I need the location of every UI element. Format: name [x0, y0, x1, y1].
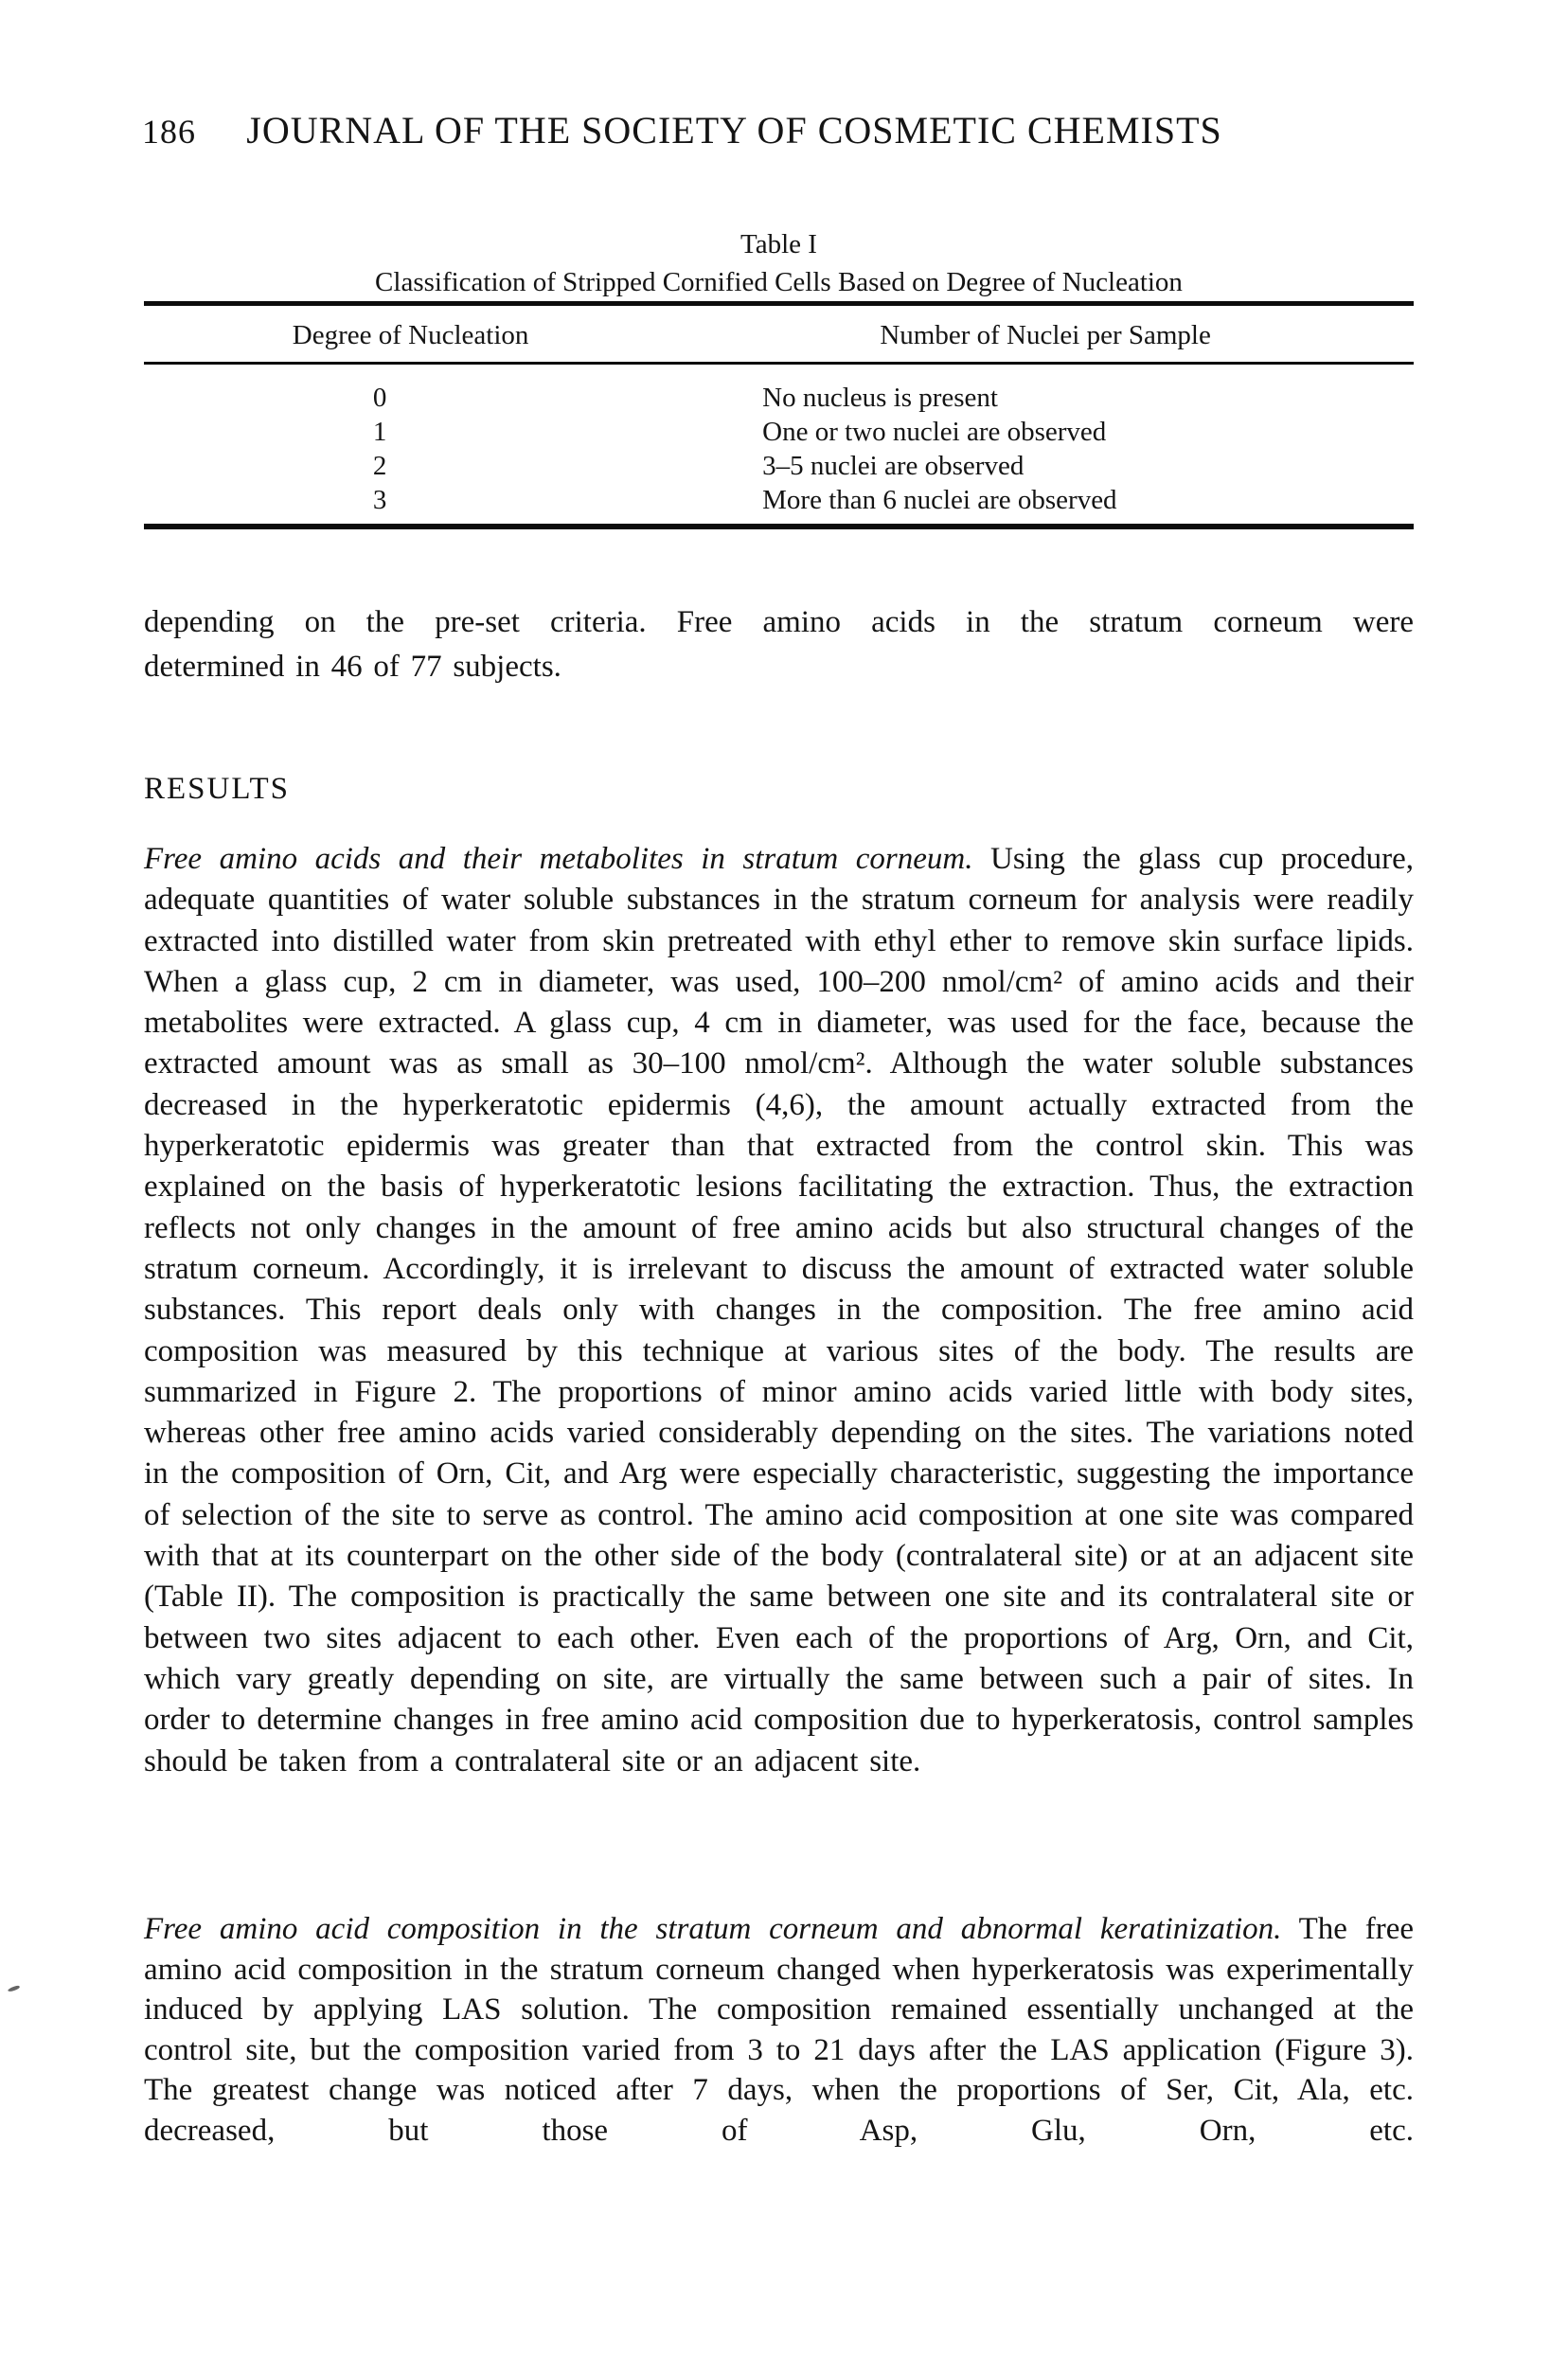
- table-body: [144, 381, 1414, 517]
- page-header: [0, 109, 1568, 154]
- table-caption-subtitle: Classification of Stripped Cornified Cells Based on Degree of Nucleation: [375, 267, 1183, 297]
- degree-cell: 2: [372, 451, 387, 481]
- column-header-number: Number of Nuclei per Sample: [880, 320, 1211, 350]
- table-header-row: [144, 317, 1414, 353]
- description-cell: No nucleus is present: [762, 383, 998, 413]
- paragraph-2-text: The free amino acid composition in the stratum corneum changed when hyperkeratosis was experimentally induced by applying LAS solution. The composition remained essentially unchanged at the control site, but the composition varied from 3 to 21 days after the LAS application (Figure 3). The greatest change was noticed after 7 days, when the proportions of Ser, Cit, Ala, etc. decreased, but those of Asp, Glu, Orn, etc.: [144, 1912, 1414, 2148]
- paragraph-2-italic-lead: Free amino acid composition in the stratum corneum and abnormal keratinization.: [144, 1912, 1282, 1946]
- degree-cell: 0: [372, 383, 387, 413]
- table-bottom-rule: [144, 524, 1414, 529]
- degree-cell: 3: [372, 485, 387, 515]
- results-paragraph-1: [144, 839, 1414, 1782]
- description-cell: 3–5 nuclei are observed: [762, 451, 1025, 481]
- table-header-rule: [144, 362, 1414, 365]
- scan-artifact: [8, 1985, 21, 1992]
- paragraph-1-italic-lead: Free amino acids and their metabolites in stratum corneum.: [144, 842, 973, 876]
- table-top-rule: [144, 301, 1414, 306]
- page-number: 186: [142, 113, 196, 151]
- column-header-degree: Degree of Nucleation: [292, 320, 529, 350]
- table-row: [144, 381, 1414, 415]
- table-caption-title: Table I: [740, 229, 817, 259]
- results-heading: RESULTS: [144, 772, 290, 806]
- paragraph-1-text: Using the glass cup procedure, adequate quantities of water soluble substances in the stratum corneum for analysis were readily extracted into distilled water from skin pretreated with ethyl ether to remove skin surface lipids. When a glass cup, 2 cm in diameter, was used, 100–200 nmol/cm² of amino acids and their metabolites were extracted. A glass cup, 4 cm in diameter, was used for the face, because the extracted amount was as small as 30–100 nmol/cm². Although the water soluble substances decreased in the hyperkeratotic epidermis (4,6), the amount actually extracted from the hyperkeratotic epidermis was greater than that extracted from the control skin. This was explained on the basis of hyperkeratotic lesions facilitating the extraction. Thus, the extraction reflects not only changes in the amount of free amino acids but also structural changes of the stratum corneum. Accordingly, it is irrelevant to discuss the amount of extracted water soluble substances. This report deals only with changes in the composition. The free amino acid composition was measured by this technique at various sites of the body. The results are summarized in Figure 2. The proportions of minor amino acids varied little with body sites, whereas other free amino acids varied considerably depending on the sites. The variations noted in the composition of Orn, Cit, and Arg were especially characteristic, suggesting the importance of selection of the site to serve as control. The amino acid composition at one site was compared with that at its counterpart on the other side of the body (contralateral site) or at an adjacent site (Table II). The composition is practically the same between one site and its contralateral site or between two sites adjacent to each other. Even each of the proportions of Arg, Orn, and Cit, which vary greatly depending on site, are virtually the same between such a pair of sites. In order to determine changes in free amino acid composition due to hyperkeratosis, control samples should be taken from a contralateral site or an adjacent site.: [144, 842, 1414, 1778]
- degree-cell: 1: [372, 417, 387, 447]
- journal-title: JOURNAL OF THE SOCIETY OF COSMETIC CHEMISTS: [246, 109, 1222, 152]
- table-row: [144, 483, 1414, 517]
- intro-line-1: depending on the pre-set criteria. Free amino acids in the stratum corneum were: [144, 605, 1414, 639]
- table-1: [144, 225, 1414, 529]
- intro-line-2: determined in 46 of 77 subjects.: [144, 650, 561, 684]
- description-cell: One or two nuclei are observed: [762, 417, 1107, 447]
- table-row: [144, 449, 1414, 483]
- description-cell: More than 6 nuclei are observed: [762, 485, 1117, 515]
- results-paragraph-2: [144, 1909, 1414, 2152]
- table-row: [144, 415, 1414, 449]
- intro-paragraph: [144, 600, 1414, 689]
